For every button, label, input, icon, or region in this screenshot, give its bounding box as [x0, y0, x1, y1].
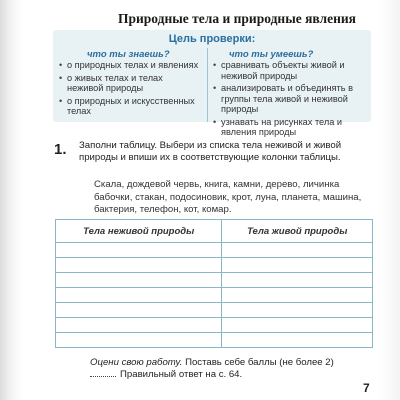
answer-cell[interactable] — [56, 258, 222, 273]
answer-cell[interactable] — [56, 303, 222, 318]
answer-table-body — [56, 243, 373, 348]
goals-header: Цель проверки: — [168, 33, 256, 45]
answer-table — [55, 219, 373, 348]
table-row — [56, 243, 373, 258]
goals-divider — [207, 48, 208, 122]
table-row — [56, 288, 373, 303]
evaluation-prompt: Оцени свою работу. — [90, 357, 183, 368]
answer-reference: Правильный ответ на с. 64. — [120, 369, 243, 380]
answer-cell[interactable] — [56, 273, 222, 288]
know-item: • о живых телах и телах неживой природы — [59, 73, 201, 94]
answer-cell[interactable] — [222, 318, 373, 333]
table-row — [56, 273, 373, 288]
score-blank[interactable] — [90, 376, 116, 377]
know-item: • о природных телах и явлениях — [59, 60, 201, 71]
answer-cell[interactable] — [56, 333, 222, 348]
answer-cell[interactable] — [222, 273, 373, 288]
evaluation-instruction: Поставь себе баллы (не более 2) — [185, 357, 334, 368]
know-item: • о природных и искусственных телах — [59, 96, 201, 117]
self-evaluation — [90, 357, 375, 381]
can-column-header: что ты умеешь? — [229, 49, 314, 60]
page-title: Природные тела и природные явления — [118, 11, 356, 26]
can-item: • сравнивать объекты живой и неживой природы — [213, 60, 368, 81]
answer-cell[interactable] — [222, 288, 373, 303]
answer-cell[interactable] — [56, 288, 222, 303]
word-list: Скала, дождевой червь, книга, камни, дерево, личинка бабочки, стакан, подосиновик, крот, луна, планета, машина, бактерия, телефон, кот, комар. — [94, 179, 362, 215]
header-living: Тела живой природы — [222, 220, 373, 243]
header-nonliving: Тела неживой природы — [56, 220, 222, 243]
table-row — [56, 318, 373, 333]
can-item: • анализировать и объединять в группы тела живой и неживой природы — [213, 83, 368, 115]
answer-cell[interactable] — [222, 333, 373, 348]
know-list — [59, 60, 201, 119]
can-item: • узнавать на рисунках тела и явления природы — [213, 117, 368, 138]
table-row — [56, 303, 373, 318]
answer-cell[interactable] — [222, 303, 373, 318]
answer-cell[interactable] — [222, 243, 373, 258]
table-row — [56, 258, 373, 273]
answer-cell[interactable] — [56, 243, 222, 258]
answer-cell[interactable] — [56, 318, 222, 333]
know-column-header: что ты знаешь? — [87, 49, 170, 60]
goals-panel — [53, 30, 371, 137]
answer-cell[interactable] — [222, 258, 373, 273]
task-number: 1. — [54, 141, 67, 158]
can-list — [213, 60, 368, 140]
table-row — [56, 333, 373, 348]
page-number: 7 — [363, 381, 370, 395]
task-instructions: Заполни таблицу. Выбери из списка тела неживой и живой природы и впиши их в соответствующие колонки таблицы. — [79, 140, 342, 163]
